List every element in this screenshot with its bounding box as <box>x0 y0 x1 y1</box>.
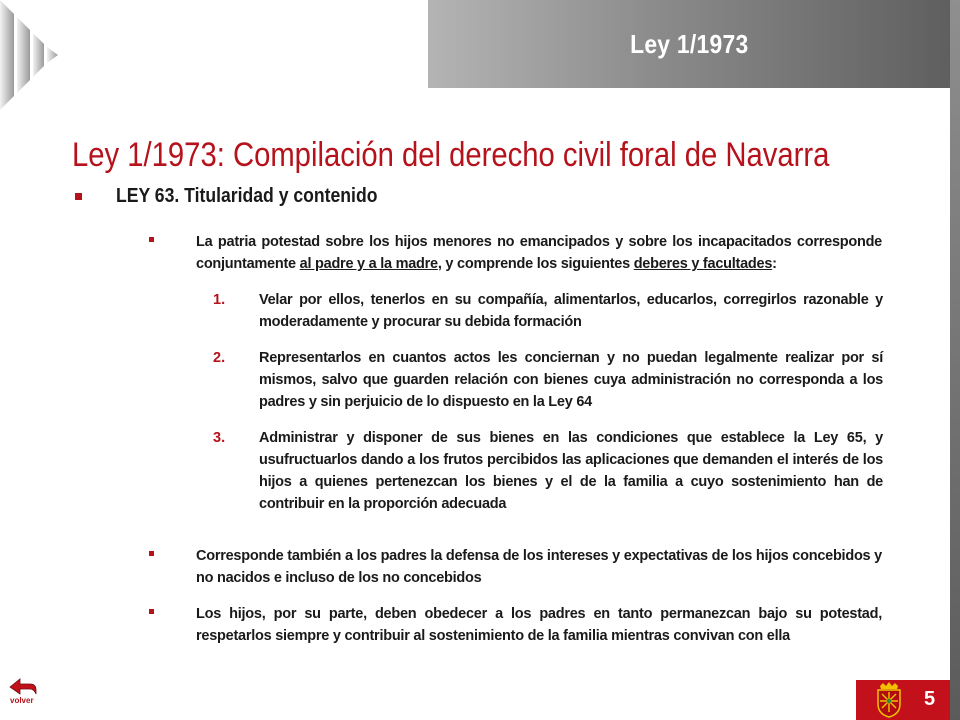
list-item-text: Administrar y disponer de sus bienes en las condiciones que establece la Ley 65, y usufructuarlos dando a los frutos percibidos las aplicaciones que demanden el interés de los hijos a quienes pertenezcan los bienes y el de la familia a cuyo sostenimiento han de contribuir en la proporción adecuada <box>259 430 883 512</box>
list-item-number: 3. <box>213 430 226 446</box>
paragraph-obligaciones-hijos <box>0 603 960 647</box>
paragraph-defensa-intereses <box>0 545 960 589</box>
header-title: Ley 1/1973 <box>629 28 749 59</box>
list-item-text: Representarlos en cuantos actos les conciernan y no puedan legalmente realizar por sí mismos, salvo que guarden relación con bienes cuya administración no corresponda a los padres y sin perjuicio de lo dispuesto en la Ley 64 <box>259 350 883 410</box>
back-label: volver <box>10 696 34 705</box>
square-bullet-icon <box>75 193 82 200</box>
para3-text: Los hijos, por su parte, deben obedecer a los padres en tanto permanezcan bajo su potestad, respetarlos siempre y contribuir al sostenimiento de la familia mientras convivan con ella <box>196 606 882 644</box>
list-item <box>0 289 960 333</box>
list-item <box>0 427 960 515</box>
list-item-text: Velar por ellos, tenerlos en su compañía, alimentarlos, educarlos, corregirlos razonable y moderadamente y procurar su debida formación <box>259 292 883 330</box>
para1-text-c: : <box>772 256 777 272</box>
para2-text: Corresponde también a los padres la defensa de los intereses y expectativas de los hijos concebidos y no nacidos e incluso de los no concebidos <box>196 548 882 586</box>
section-heading: LEY 63. Titularidad y contenido <box>116 185 378 207</box>
navarra-crest-icon <box>874 682 904 718</box>
section-heading-row <box>0 185 960 221</box>
square-bullet-icon <box>149 609 154 614</box>
slide-content <box>0 185 960 647</box>
para1-text-a: La patria potestad sobre los hijos menores no emancipados y sobre los incapacitados corresponde conjuntamente <box>196 234 882 272</box>
list-item-number: 1. <box>213 292 226 308</box>
back-arrow-icon <box>8 678 38 696</box>
paragraph-patria-potestad <box>0 231 960 275</box>
slide-title: Ley 1/1973: Compilación del derecho civil foral de Navarra <box>72 136 830 174</box>
header-bar <box>428 0 950 88</box>
page-number: 5 <box>924 688 936 710</box>
list-item <box>0 347 960 413</box>
back-button[interactable] <box>8 678 42 708</box>
decorative-stripes <box>0 0 70 110</box>
para1-underlined-duties: deberes y facultades <box>633 256 773 272</box>
page-number-box <box>856 680 950 720</box>
para1-text-b: , y comprende los siguientes <box>437 256 634 272</box>
square-bullet-icon <box>149 237 154 242</box>
square-bullet-icon <box>149 551 154 556</box>
list-item-number: 2. <box>213 350 226 366</box>
para1-underlined-parents: al padre y a la madre <box>299 256 438 272</box>
